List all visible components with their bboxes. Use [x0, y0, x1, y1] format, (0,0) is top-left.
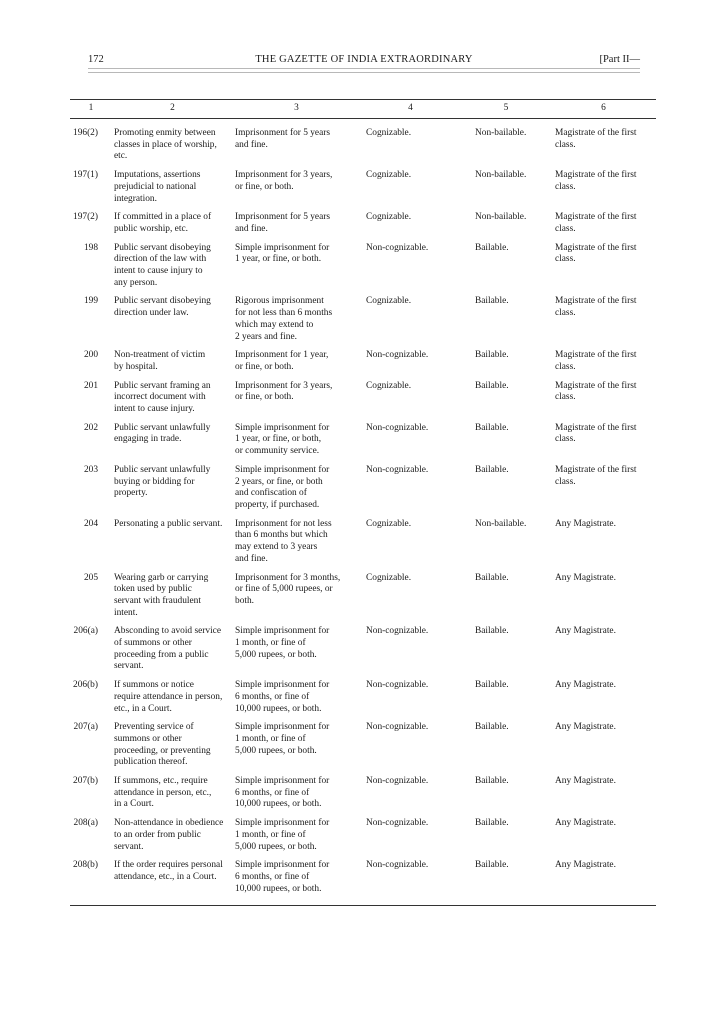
column-header-5: 5 [461, 100, 551, 119]
cognizable-cell: Cognizable. [366, 128, 412, 138]
punishment-cell [233, 205, 360, 235]
punishment-cell [233, 769, 360, 811]
table-row [70, 811, 656, 853]
punishment-cell-line: Simple imprisonment for [235, 242, 330, 253]
punishment-cell-line: 5,000 rupees, or both. [235, 841, 317, 852]
offence-cell [112, 619, 233, 673]
punishment-cell-line: Imprisonment for 3 years, [235, 170, 333, 181]
table-row [70, 343, 656, 373]
court-cell [551, 512, 656, 566]
bailable-cell: Non-bailable. [475, 518, 527, 529]
cognizable-cell: Cognizable. [366, 572, 412, 583]
court-cell-line: class. [555, 434, 576, 445]
punishment-cell-line: or fine, or both. [235, 361, 294, 372]
offence-cell [112, 673, 233, 715]
court-cell [551, 236, 656, 290]
offence-cell-line: If summons, etc., require [114, 776, 208, 787]
court-cell-line: Magistrate of the first [555, 380, 637, 391]
court-cell [551, 119, 656, 164]
offence-cell-line: classes in place of worship, [114, 139, 217, 150]
punishment-cell [233, 343, 360, 373]
offence-cell-line: engaging in trade. [114, 434, 182, 445]
section-number: 196(2) [73, 128, 98, 138]
column-header-6: 6 [551, 100, 656, 119]
punishment-cell [233, 163, 360, 205]
court-cell-line: class. [555, 392, 576, 403]
court-cell-line: class. [555, 476, 576, 487]
section-number: 206(b) [73, 680, 98, 691]
cognizable-cell: Cognizable. [366, 296, 412, 307]
section-number: 200 [83, 350, 98, 361]
punishment-cell-line: 1 year, or fine, or both. [235, 254, 322, 265]
table-row [70, 289, 656, 343]
section-number: 201 [83, 380, 98, 391]
offence-cell-line: property. [114, 488, 148, 499]
court-cell-line: class. [555, 181, 576, 192]
section-number: 207(b) [73, 776, 98, 787]
bailable-cell: Bailable. [475, 464, 509, 475]
offence-cell-line: attendance in person, etc., [114, 787, 212, 798]
bailable-cell: Bailable. [475, 626, 509, 637]
offence-cell-line: any person. [114, 277, 158, 288]
court-cell-line: class. [555, 361, 576, 372]
court-cell [551, 289, 656, 343]
offence-cell [112, 512, 233, 566]
offence-cell-line: Imputations, assertions [114, 170, 201, 181]
offence-cell [112, 163, 233, 205]
table-row [70, 236, 656, 290]
offence-cell-line: direction under law. [114, 308, 189, 319]
punishment-cell-line: or fine of 5,000 rupees, or [235, 584, 333, 595]
section-number: 197(1) [73, 170, 98, 181]
section-number: 205 [83, 572, 98, 583]
offence-cell [112, 566, 233, 620]
table-row [70, 119, 656, 164]
punishment-cell-line: than 6 months but which [235, 530, 328, 541]
punishment-cell-line: 10,000 rupees, or both. [235, 799, 322, 810]
court-cell-line: Magistrate of the first [555, 296, 637, 307]
bailable-cell: Bailable. [475, 296, 509, 307]
table-row [70, 566, 656, 620]
punishment-cell-line: Simple imprisonment for [235, 422, 330, 433]
punishment-cell-line: and fine. [235, 223, 268, 234]
offence-cell-line: Public servant unlawfully [114, 464, 211, 475]
offence-cell [112, 374, 233, 416]
punishment-cell [233, 566, 360, 620]
offence-cell-line: If committed in a place of [114, 212, 212, 223]
offence-cell-line: incorrect document with [114, 392, 206, 403]
cognizable-cell: Cognizable. [366, 380, 412, 391]
bailable-cell: Bailable. [475, 572, 509, 583]
punishment-cell [233, 374, 360, 416]
punishment-cell-line: Rigorous imprisonment [235, 296, 324, 307]
court-cell-line: Magistrate of the first [555, 212, 637, 223]
offence-cell-line: Public servant framing an [114, 380, 211, 391]
offence-cell-line: Absconding to avoid service [114, 626, 222, 637]
offence-cell-line: prejudicial to national [114, 181, 197, 192]
punishment-cell-line: Simple imprisonment for [235, 464, 330, 475]
punishment-cell [233, 416, 360, 458]
schedule-table-wrapper [70, 99, 656, 906]
court-cell-line: Magistrate of the first [555, 422, 637, 433]
cognizable-cell: Cognizable. [366, 518, 412, 529]
table-row [70, 374, 656, 416]
court-cell-line: Any Magistrate. [555, 818, 616, 829]
punishment-cell-line: 6 months, or fine of [235, 691, 310, 702]
court-cell [551, 566, 656, 620]
punishment-cell [233, 512, 360, 566]
offence-cell-line: If summons or notice [114, 680, 194, 691]
punishment-cell-line: Simple imprisonment for [235, 860, 330, 871]
table-row [70, 512, 656, 566]
offence-cell-line: proceeding, or preventing [114, 745, 211, 756]
punishment-cell-line: 1 month, or fine of [235, 638, 306, 649]
cognizable-cell: Cognizable. [366, 170, 412, 181]
gazette-title: THE GAZETTE OF INDIA EXTRAORDINARY [255, 54, 473, 65]
offence-cell-line: require attendance in person, [114, 691, 223, 702]
section-number: 198 [83, 242, 98, 253]
offence-cell-line: servant. [114, 841, 144, 852]
offence-cell-line: attendance, etc., in a Court. [114, 871, 217, 882]
punishment-cell-line: 1 year, or fine, or both, [235, 434, 322, 445]
court-cell [551, 163, 656, 205]
offence-cell-line: Non-attendance in obedience [114, 818, 224, 829]
offence-cell-line: intent. [114, 607, 138, 618]
punishment-cell-line: Simple imprisonment for [235, 722, 330, 733]
offence-cell-line: of summons or other [114, 638, 192, 649]
table-body [70, 119, 656, 906]
cognizable-cell: Non-cognizable. [366, 722, 429, 733]
punishment-cell-line: Imprisonment for 5 years [235, 128, 331, 138]
court-cell-line: Magistrate of the first [555, 170, 637, 181]
court-cell-line: class. [555, 223, 576, 234]
offence-cell-line: Public servant disobeying [114, 242, 211, 253]
offence-cell-line: buying or bidding for [114, 476, 195, 487]
bailable-cell: Bailable. [475, 380, 509, 391]
offence-cell [112, 853, 233, 906]
offence-cell-line: Personating a public servant. [114, 518, 223, 529]
offence-cell-line: Public servant disobeying [114, 296, 211, 307]
offence-cell-line: etc., in a Court. [114, 703, 172, 714]
offence-cell [112, 236, 233, 290]
court-cell-line: Any Magistrate. [555, 776, 616, 787]
punishment-cell-line: or fine, or both. [235, 181, 294, 192]
court-cell-line: class. [555, 308, 576, 319]
punishment-cell-line: Imprisonment for 3 months, [235, 572, 341, 583]
offence-cell [112, 343, 233, 373]
punishment-cell-line: may extend to 3 years [235, 542, 318, 553]
column-header-row [70, 100, 656, 119]
table-row [70, 163, 656, 205]
offence-cell-line: Wearing garb or carrying [114, 572, 209, 583]
header-rule [88, 68, 640, 73]
table-row [70, 715, 656, 769]
cognizable-cell: Non-cognizable. [360, 853, 461, 906]
offence-cell [112, 205, 233, 235]
offence-cell [112, 811, 233, 853]
punishment-cell-line: Simple imprisonment for [235, 818, 330, 829]
court-cell-line: Magistrate of the first [555, 464, 637, 475]
court-cell-line: Any Magistrate. [555, 518, 616, 529]
court-cell [551, 458, 656, 512]
section-number: 204 [83, 518, 98, 529]
offence-cell-line: intent to cause injury. [114, 404, 195, 415]
table-row [70, 769, 656, 811]
punishment-cell-line: Imprisonment for 5 years [235, 212, 331, 223]
table-row [70, 205, 656, 235]
punishment-cell [233, 619, 360, 673]
punishment-cell [233, 673, 360, 715]
offence-cell-line: summons or other [114, 733, 182, 744]
punishment-cell-line: and fine. [235, 553, 268, 564]
court-cell-line: Any Magistrate. [555, 722, 616, 733]
punishment-cell-line: Simple imprisonment for [235, 626, 330, 637]
bailable-cell: Bailable. [475, 818, 509, 829]
punishment-cell-line: 10,000 rupees, or both. [235, 703, 322, 714]
section-number: 199 [83, 296, 98, 307]
cognizable-cell: Non-cognizable. [366, 242, 429, 253]
punishment-cell-line: for not less than 6 months [235, 308, 333, 319]
court-cell-line: class. [555, 139, 576, 150]
punishment-cell-line: both. [235, 595, 255, 606]
court-cell [551, 853, 656, 906]
offence-cell-line: Public servant unlawfully [114, 422, 211, 433]
table-row [70, 673, 656, 715]
offence-cell-line: servant. [114, 661, 144, 672]
offence-cell-line: Promoting enmity between [114, 128, 216, 138]
offence-cell [112, 289, 233, 343]
section-number: 203 [83, 464, 98, 475]
punishment-cell-line: 1 month, or fine of [235, 733, 306, 744]
court-cell [551, 619, 656, 673]
cognizable-cell: Non-cognizable. [366, 422, 429, 433]
punishment-cell-line: 1 month, or fine of [235, 829, 306, 840]
section-number: 207(a) [73, 722, 98, 733]
offence-cell-line: servant with fraudulent [114, 595, 201, 606]
bailable-cell: Non-bailable. [475, 170, 527, 181]
cognizable-cell: Non-cognizable. [366, 350, 429, 361]
punishment-cell-line: Imprisonment for 1 year, [235, 350, 329, 361]
column-header-1: 1 [70, 100, 112, 119]
court-cell [551, 343, 656, 373]
offence-cell-line: integration. [114, 193, 157, 204]
bailable-cell: Bailable. [475, 422, 509, 433]
bailable-cell: Non-bailable. [475, 128, 527, 138]
court-cell-line: Magistrate of the first [555, 242, 637, 253]
court-cell [551, 769, 656, 811]
offence-cell-line: proceeding from a public [114, 649, 209, 660]
cognizable-cell: Cognizable. [366, 212, 412, 223]
punishment-cell-line: and confiscation of [235, 488, 307, 499]
offence-cell [112, 769, 233, 811]
offence-cell-line: in a Court. [114, 799, 154, 810]
offence-cell-line: If the order requires personal [114, 860, 223, 871]
punishment-cell [233, 853, 360, 906]
part-label: [Part II— [599, 54, 640, 65]
offence-cell [112, 119, 233, 164]
cognizable-cell: Non-cognizable. [366, 464, 429, 475]
cognizable-cell: Non-cognizable. [366, 626, 429, 637]
offence-cell-line: token used by public [114, 584, 192, 595]
court-cell-line: class. [555, 254, 576, 265]
punishment-cell-line: 6 months, or fine of [235, 871, 310, 882]
punishment-cell-line: which may extend to [235, 319, 314, 330]
bailable-cell: Bailable. [475, 722, 509, 733]
cognizable-cell: Non-cognizable. [366, 680, 429, 691]
offence-cell-line: Non-treatment of victim [114, 350, 206, 361]
punishment-cell [233, 289, 360, 343]
bailable-cell: Bailable. [461, 853, 551, 906]
section-number: 197(2) [73, 212, 98, 223]
bailable-cell: Bailable. [475, 776, 509, 787]
cognizable-cell: Non-cognizable. [366, 776, 429, 787]
offence-cell-line: etc. [114, 151, 128, 162]
offence-cell-line: direction of the law with [114, 254, 207, 265]
offence-cell-line: publication thereof. [114, 757, 188, 768]
bailable-cell: Bailable. [475, 680, 509, 691]
offence-cell-line: Preventing service of [114, 722, 194, 733]
punishment-cell-line: Imprisonment for 3 years, [235, 380, 333, 391]
table-row [70, 619, 656, 673]
punishment-cell [233, 236, 360, 290]
schedule-table [70, 99, 656, 906]
punishment-cell-line: 5,000 rupees, or both. [235, 649, 317, 660]
offence-cell [112, 416, 233, 458]
punishment-cell-line: Simple imprisonment for [235, 680, 330, 691]
court-cell-line: Any Magistrate. [555, 572, 616, 583]
court-cell-line: Any Magistrate. [555, 680, 616, 691]
punishment-cell-line: Imprisonment for not less [235, 518, 332, 529]
section-number: 202 [83, 422, 98, 433]
bailable-cell: Bailable. [475, 242, 509, 253]
offence-cell [112, 715, 233, 769]
punishment-cell-line: 2 years and fine. [235, 331, 297, 342]
court-cell [551, 811, 656, 853]
column-header-4: 4 [360, 100, 461, 119]
court-cell [551, 416, 656, 458]
punishment-cell-line: 10,000 rupees, or both. [235, 883, 322, 894]
court-cell-line: Magistrate of the first [555, 350, 637, 361]
bailable-cell: Bailable. [475, 350, 509, 361]
punishment-cell [233, 811, 360, 853]
page-number: 172 [88, 54, 104, 65]
section-number: 206(a) [73, 626, 98, 637]
offence-cell-line: intent to cause injury to [114, 266, 203, 277]
cognizable-cell: Non-cognizable. [366, 818, 429, 829]
section-number: 208(b) [70, 853, 112, 906]
offence-cell-line: by hospital. [114, 361, 158, 372]
court-cell [551, 374, 656, 416]
punishment-cell [233, 715, 360, 769]
punishment-cell-line: property, if purchased. [235, 499, 320, 510]
punishment-cell-line: 5,000 rupees, or both. [235, 745, 317, 756]
court-cell-line: Magistrate of the first [555, 128, 637, 138]
bailable-cell: Non-bailable. [475, 212, 527, 223]
section-number: 208(a) [73, 818, 98, 829]
punishment-cell-line: or community service. [235, 446, 320, 457]
table-row [70, 458, 656, 512]
punishment-cell-line: Simple imprisonment for [235, 776, 330, 787]
punishment-cell [233, 119, 360, 164]
court-cell-line: Any Magistrate. [555, 860, 616, 871]
table-row [70, 416, 656, 458]
column-header-2: 2 [112, 100, 233, 119]
table-row [70, 853, 656, 906]
court-cell [551, 715, 656, 769]
offence-cell-line: public worship, etc. [114, 223, 188, 234]
court-cell [551, 205, 656, 235]
offence-cell-line: to an order from public [114, 829, 201, 840]
punishment-cell [233, 458, 360, 512]
offence-cell [112, 458, 233, 512]
court-cell-line: Any Magistrate. [555, 626, 616, 637]
punishment-cell-line: or fine, or both. [235, 392, 294, 403]
court-cell [551, 673, 656, 715]
punishment-cell-line: 2 years, or fine, or both [235, 476, 323, 487]
punishment-cell-line: and fine. [235, 139, 268, 150]
punishment-cell-line: 6 months, or fine of [235, 787, 310, 798]
column-header-3: 3 [233, 100, 360, 119]
